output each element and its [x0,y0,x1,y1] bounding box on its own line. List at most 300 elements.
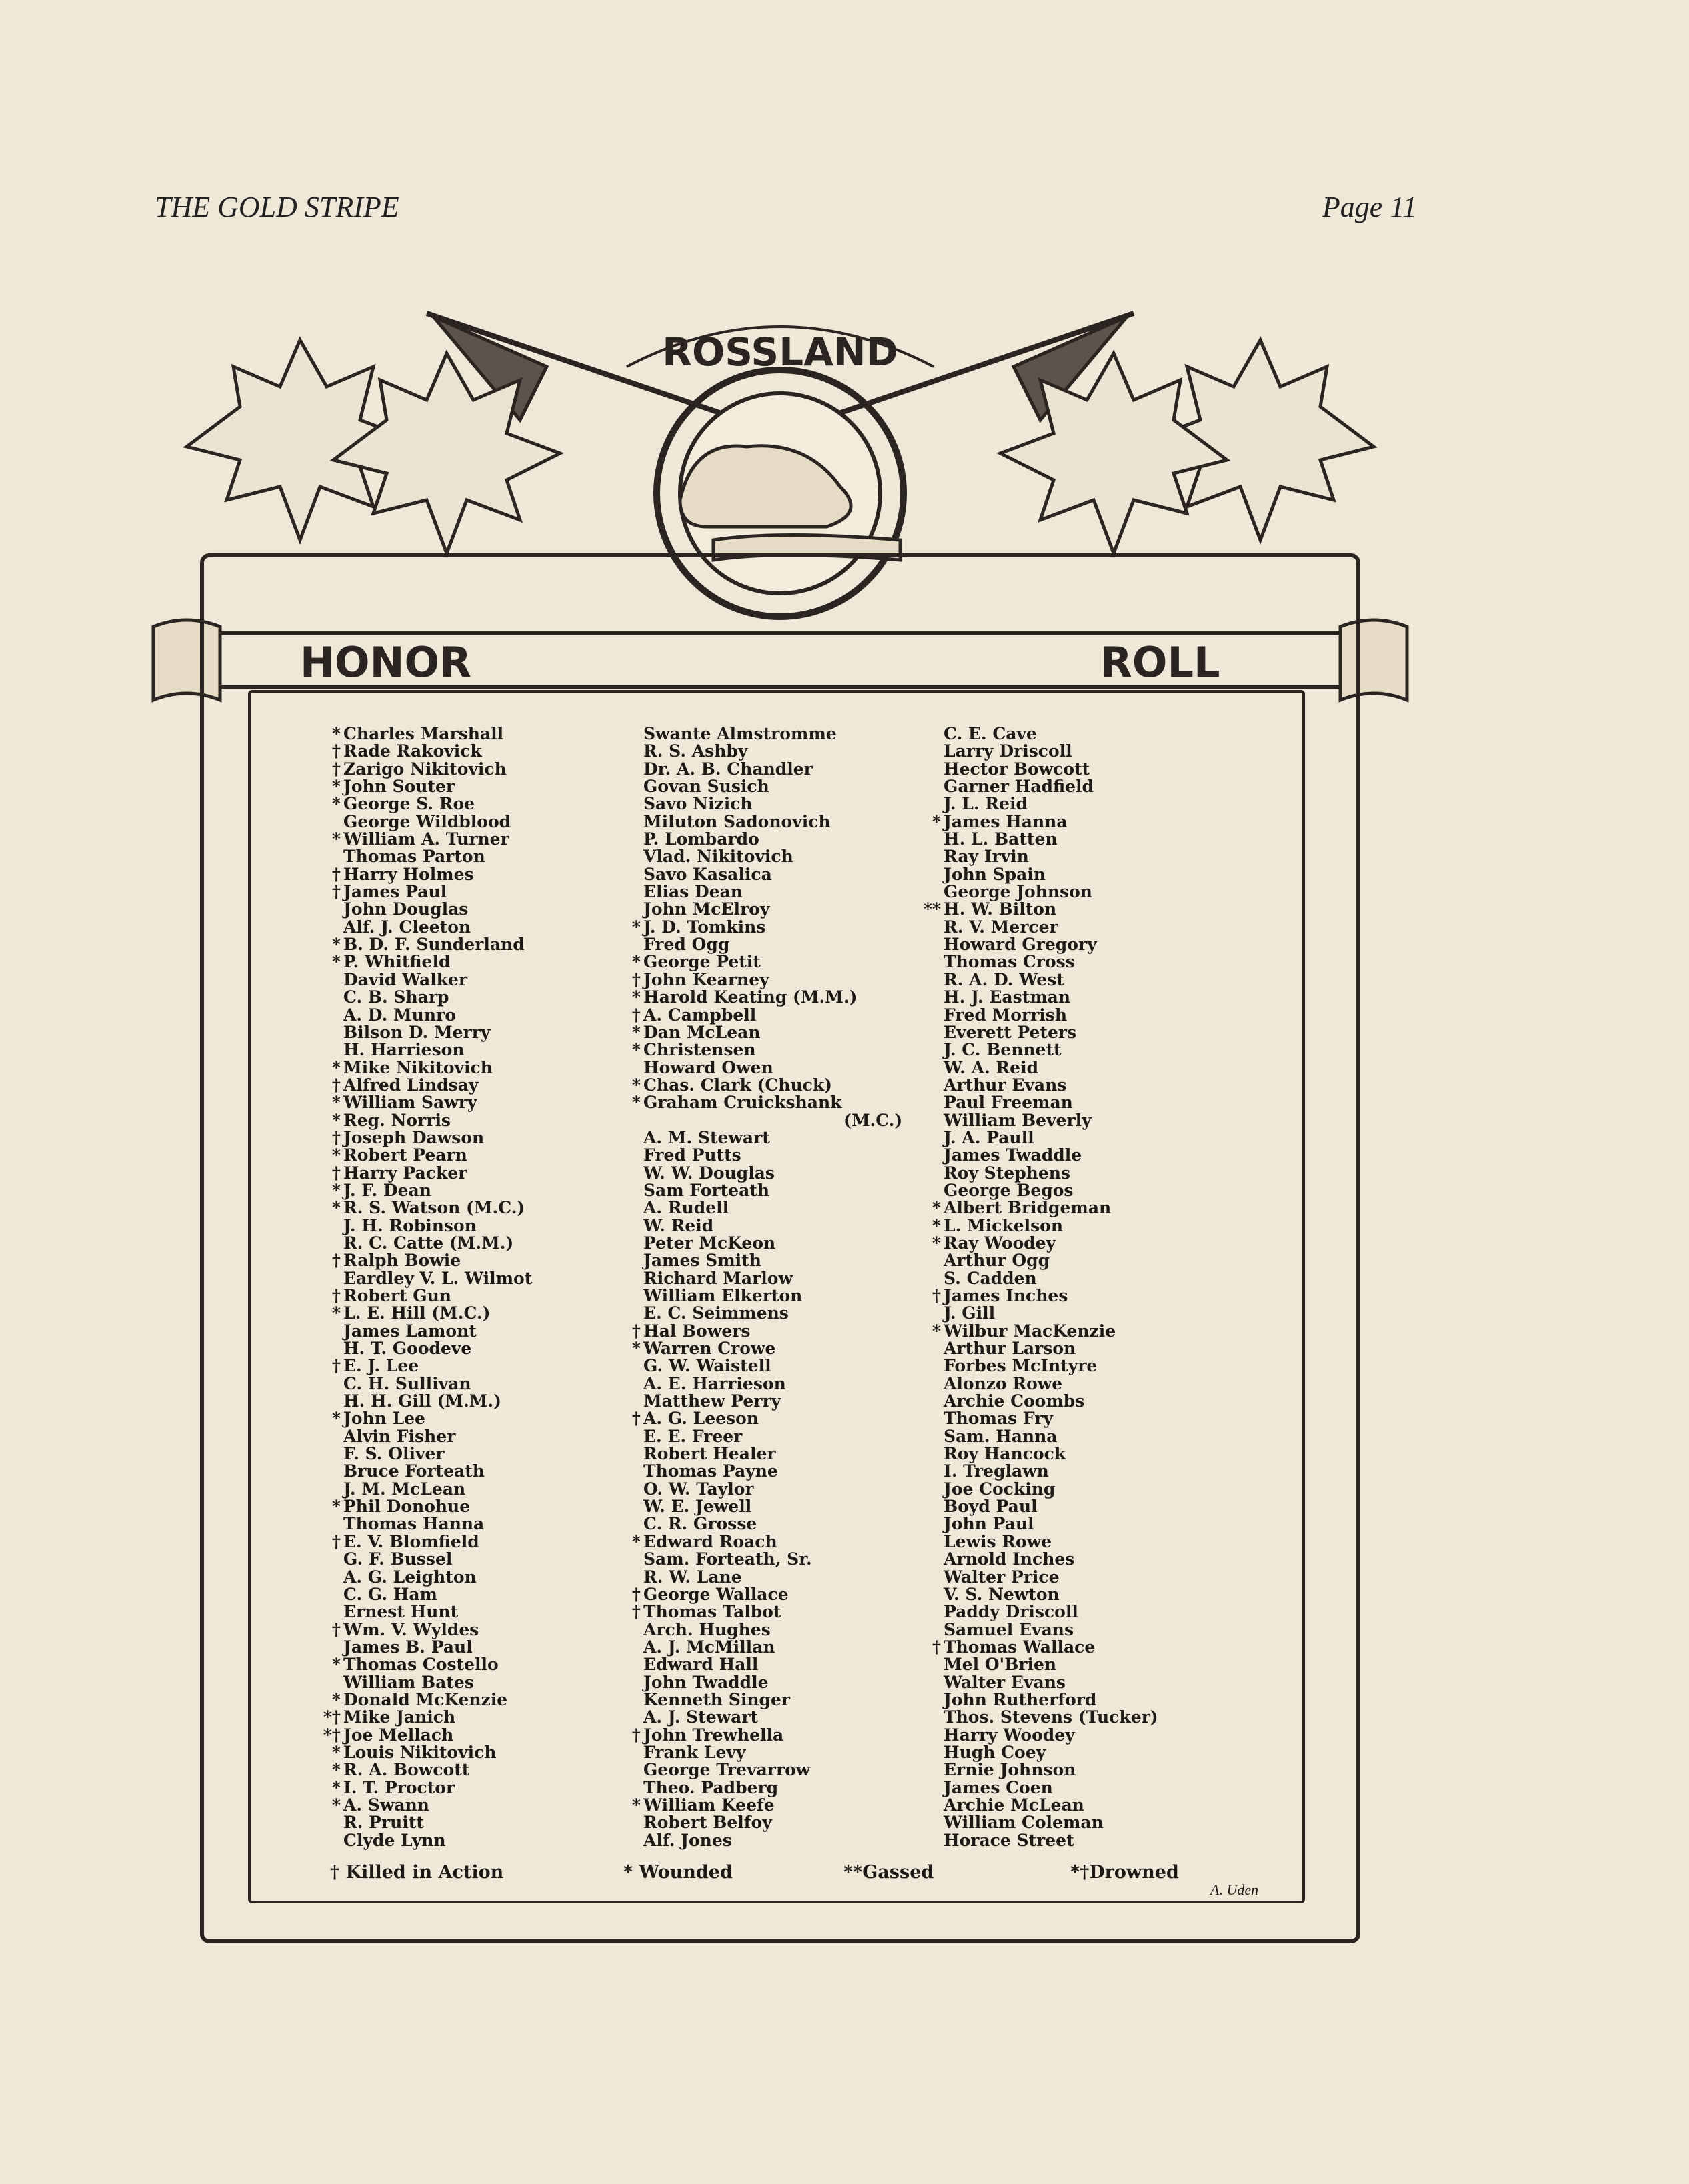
roll-entry [331,794,532,814]
soldier-name: Arthur Ogg [944,1251,1050,1271]
roll-entry [643,1357,902,1375]
soldier-name: John Paul [944,1514,1034,1534]
roll-entry [331,1145,532,1165]
soldier-name: E. V. Blomfield [343,1531,479,1551]
soldier-name: Christensen [643,1040,756,1060]
status-marker: * [331,1110,341,1130]
status-marker: * [331,1303,341,1323]
roll-entry [631,1075,902,1095]
roll-entry [331,1163,532,1183]
roll-entry [643,1270,902,1287]
status-marker: * [932,1215,941,1235]
roll-entry [643,1199,902,1217]
roll-entry [944,1270,1158,1287]
roll-entry [944,1709,1158,1726]
status-marker: * [331,794,341,814]
roll-entry [343,1235,532,1252]
soldier-name: Wilbur MacKenzie [944,1321,1116,1341]
soldier-name: Fred Morrish [944,1005,1068,1025]
status-marker: * [631,1339,641,1359]
status-marker: * [331,1145,341,1165]
status-marker: * [331,935,341,955]
soldier-name: Thomas Costello [343,1655,499,1675]
roll-entry [944,1797,1158,1814]
soldier-name: I. Treglawn [944,1461,1049,1481]
roll-entry [331,1110,532,1130]
roll-entry [944,1779,1158,1797]
roll-entry [643,1235,902,1252]
roll-entry [643,1129,902,1147]
roll-entry [944,1041,1158,1059]
roll-entry [944,1445,1158,1463]
soldier-name: Mel O'Brien [944,1655,1057,1675]
soldier-name: George Begos [944,1180,1074,1200]
soldier-name: William Bates [343,1672,474,1692]
roll-entry [331,1409,532,1429]
roll-entry [343,1463,532,1480]
soldier-name: F. S. Oliver [343,1444,445,1464]
soldier-name: John Kearney [643,969,769,989]
soldier-name: Arnold Inches [944,1549,1075,1569]
roll-entry [631,1584,902,1604]
roll-entry [944,989,1158,1006]
soldier-name: Richard Marlow [643,1268,793,1288]
soldier-name: Robert Healer [643,1444,776,1464]
soldier-name: Archie Coombs [944,1391,1085,1411]
soldier-name: J. A. Paull [944,1127,1034,1147]
soldier-name: Charles Marshall [343,724,504,743]
soldier-name: Phil Donohue [343,1497,471,1517]
roll-entry [944,953,1158,971]
soldier-name: Harry Woodey [944,1725,1075,1745]
roll-entry [331,1180,532,1200]
roll-entry [643,1375,902,1393]
soldier-name: George Wallace [643,1584,789,1604]
roll-entry [643,1463,902,1480]
roll-entry [944,1569,1158,1586]
legend-gassed: **Gassed [843,1862,934,1883]
soldier-name: Kenneth Singer [643,1689,791,1709]
roll-entry [331,1742,532,1762]
status-marker: *† [323,1725,341,1745]
soldier-name: Roy Stephens [944,1163,1071,1183]
soldier-name: Thomas Parton [343,847,485,867]
roll-entry [923,899,1158,919]
roll-entry [331,952,532,972]
soldier-name: Joe Mellach [343,1725,454,1745]
status-marker: † [331,1163,341,1183]
roll-entry [343,1639,532,1656]
status-marker: * [331,1057,341,1077]
roll-entry [944,743,1158,760]
roll-entry [944,1410,1158,1427]
soldier-name: Hal Bowers [643,1321,751,1341]
soldier-name: V. S. Newton [944,1584,1060,1604]
roll-entry [331,882,532,902]
roll-entry [944,1393,1158,1410]
soldier-name: Ernie Johnson [944,1760,1076,1780]
soldier-name: William A. Turner [343,829,509,849]
soldier-name: W. Reid [643,1215,714,1235]
roll-entry [323,1725,532,1745]
soldier-name: John Rutherford [944,1689,1097,1709]
roll-entry [944,1551,1158,1568]
status-marker: * [331,952,341,972]
roll-entry [944,1621,1158,1639]
roll-entry [944,919,1158,936]
roll-entry [643,1498,902,1515]
soldier-name: R. A. Bowcott [343,1760,470,1780]
status-marker: * [631,1075,641,1095]
soldier-name: Ralph Bowie [343,1251,461,1271]
soldier-name: J. H. Robinson [343,1215,477,1235]
soldier-name: A. J. Stewart [643,1707,759,1727]
roll-entry [343,1481,532,1498]
status-marker: * [331,829,341,849]
status-marker: † [631,1584,641,1604]
roll-entry [944,1024,1158,1041]
soldier-name: Lewis Rowe [944,1531,1052,1551]
roll-entry [643,1287,902,1305]
soldier-name: R. S. Ashby [643,741,748,761]
status-marker: † [631,1602,641,1622]
soldier-name: C. G. Ham [343,1584,438,1604]
roll-entry [643,1814,902,1831]
soldier-name: Alf. Jones [643,1830,732,1850]
roll-entry [643,761,902,778]
soldier-name: Graham Cruickshank [643,1093,842,1113]
roll-entry [944,1182,1158,1199]
roll-entry [331,829,532,849]
status-marker: * [631,1093,641,1113]
roll-entry [643,883,902,901]
soldier-name: Savo Kasalica [643,864,772,884]
roll-entry [944,1007,1158,1024]
roll-entry [643,831,902,848]
soldier-name: Larry Driscoll [944,741,1072,761]
status-marker: * [631,917,641,937]
roll-entry [331,1127,532,1147]
soldier-name: James Hanna [944,811,1068,831]
roll-entry [944,866,1158,883]
roll-entry [944,848,1158,865]
roll-entry [944,1147,1158,1164]
soldier-name: Peter McKeon [643,1233,776,1253]
roll-entry [944,761,1158,778]
roll-entry [343,1041,532,1059]
roll-entry [343,813,532,831]
status-marker: † [331,1127,341,1147]
soldier-name: R. S. Watson (M.C.) [343,1198,525,1218]
roll-entry [932,1321,1158,1341]
soldier-name: Rade Rakovick [343,741,482,761]
roll-entry [643,1709,902,1726]
soldier-name: James Twaddle [944,1145,1082,1165]
roll-entry [944,1656,1158,1673]
soldier-name: Arthur Evans [944,1075,1067,1095]
roll-entry [331,1303,532,1323]
soldier-name: Robert Pearn [343,1145,467,1165]
soldier-name: Robert Belfoy [643,1813,772,1833]
soldier-name: Harry Holmes [343,864,474,884]
roll-entry [944,795,1158,813]
status-marker: † [331,864,341,884]
soldier-name: Sam Forteath [643,1180,770,1200]
roll-entry [331,1777,532,1797]
soldier-name: James Inches [944,1286,1068,1305]
roll-entry [643,743,902,760]
soldier-name: H. T. Goodeve [343,1339,472,1359]
roll-entry [932,1286,1158,1305]
roll-entry [944,1603,1158,1621]
status-marker: * [932,1198,941,1218]
roll-entry [331,1497,532,1517]
soldier-name: G. W. Waistell [643,1356,771,1376]
soldier-name: A. Rudell [643,1198,729,1218]
legend-drowned: *†Drowned [1070,1862,1179,1883]
roll-entry [331,1251,532,1271]
soldier-name: C. R. Grosse [643,1514,757,1534]
roll-entry [932,1233,1158,1253]
roll-entry [643,901,902,918]
soldier-name: J. F. Dean [343,1180,431,1200]
soldier-name: Howard Gregory [944,935,1097,955]
roll-entry [631,1725,902,1745]
roll-entry [643,1691,902,1709]
roll-entry [944,1340,1158,1357]
status-marker: * [331,1198,341,1218]
soldier-name: E. E. Freer [643,1426,743,1446]
soldier-name: A. G. Leeson [643,1409,759,1429]
roll-entry [343,1217,532,1235]
status-marker: * [932,811,941,831]
status-marker: * [331,1777,341,1797]
status-marker: * [331,1497,341,1517]
banner-roll: ROLL [1100,638,1220,687]
roll-entry [343,1323,532,1340]
roll-entry [343,1375,532,1393]
roll-entry [643,778,902,795]
soldier-name: Walter Evans [944,1672,1066,1692]
roll-entry [643,1182,902,1199]
roll-entry [944,1515,1158,1533]
roll-entry [944,831,1158,848]
soldier-name: Warren Crowe [643,1339,776,1359]
roll-entry [932,1215,1158,1235]
soldier-name: J. D. Tomkins [643,917,766,937]
soldier-name: Sam. Hanna [944,1426,1058,1446]
roll-entry [944,1832,1158,1849]
roll-entry [343,1024,532,1041]
roll-entry [944,1077,1158,1094]
roll-entry [944,1761,1158,1779]
names-column-2 [631,724,903,1850]
roll-entry [343,1340,532,1357]
roll-entry [343,971,532,989]
roll-entry [331,1286,532,1305]
roll-entry [331,1795,532,1815]
roll-entry [944,778,1158,795]
soldier-name: Walter Price [944,1567,1060,1587]
roll-entry [643,795,902,813]
roll-entry [343,1551,532,1568]
soldier-name: J. C. Bennett [944,1040,1062,1060]
soldier-name: Reg. Norris [343,1110,451,1130]
roll-entry [331,759,532,779]
status-marker: † [631,1409,641,1429]
soldier-name: Swante Almstromme [643,724,837,743]
status-marker: † [631,1005,641,1025]
soldier-name: Dan McLean [643,1022,761,1042]
roll-entry [643,1165,902,1182]
roll-entry [643,1112,902,1129]
soldier-name: Thomas Wallace [944,1637,1096,1657]
roll-entry [944,1305,1158,1322]
soldier-name: Dr. A. B. Chandler [643,759,813,779]
status-marker: † [631,969,641,989]
soldier-name: Boyd Paul [944,1497,1038,1517]
soldier-name: John Souter [343,777,455,797]
roll-entry [343,1832,532,1849]
soldier-name: Harry Packer [343,1163,467,1183]
soldier-name: Louis Nikitovich [343,1742,497,1762]
roll-entry [343,1393,532,1410]
soldier-name: Joe Cocking [944,1479,1056,1499]
roll-entry [643,1393,902,1410]
soldier-name: J. Gill [944,1303,996,1323]
status-marker: † [331,1356,341,1376]
status-marker: † [331,882,341,902]
soldier-name: John Twaddle [643,1672,769,1692]
soldier-name: Edward Hall [643,1655,759,1675]
roll-entry [631,1321,902,1341]
roll-entry [343,1270,532,1287]
soldier-name: Bruce Forteath [343,1461,485,1481]
roll-entry [643,1656,902,1673]
soldier-name: A. M. Stewart [643,1127,770,1147]
soldier-name: Thomas Fry [944,1409,1053,1429]
roll-entry [944,1375,1158,1393]
soldier-name: Alonzo Rowe [944,1373,1063,1393]
roll-entry [331,1655,532,1675]
soldier-name: Thos. Stevens (Tucker) [944,1707,1158,1727]
status-marker: † [331,741,341,761]
soldier-name: George Wildblood [343,811,511,831]
roll-entry [944,1252,1158,1269]
status-marker: † [631,1321,641,1341]
roll-entry [343,1445,532,1463]
roll-entry [944,1727,1158,1744]
soldier-name: Arch. Hughes [643,1619,771,1639]
soldier-name: A. J. McMillan [643,1637,775,1657]
roll-entry [944,971,1158,989]
status-marker: * [331,1760,341,1780]
soldier-name: A. E. Harrieson [643,1373,786,1393]
status-marker: * [331,777,341,797]
roll-entry [944,883,1158,901]
roll-entry [643,1445,902,1463]
soldier-name: Savo Nizich [643,794,753,814]
roll-entry [331,1093,532,1113]
roll-entry [944,725,1158,743]
soldier-name: Vlad. Nikitovich [643,847,793,867]
status-marker: * [631,1531,641,1551]
status-marker: † [331,1251,341,1271]
soldier-name: Govan Susich [643,777,769,797]
soldier-name: R. Pruitt [343,1813,424,1833]
roll-entry [932,1637,1158,1657]
soldier-name: Alvin Fisher [343,1426,456,1446]
roll-entry [932,811,1158,831]
roll-entry [643,1621,902,1639]
roll-entry [331,1356,532,1376]
soldier-name: Robert Gun [343,1286,451,1305]
soldier-name: William Elkerton [643,1286,803,1305]
roll-entry [643,813,902,831]
soldier-name: Paul Freeman [944,1093,1073,1113]
soldier-name: Mike Janich [343,1707,456,1727]
soldier-name: J. M. McLean [343,1479,466,1499]
roll-entry [331,777,532,797]
soldier-name: C. B. Sharp [343,987,449,1007]
roll-entry [932,1198,1158,1218]
soldier-name: Thomas Hanna [343,1514,485,1534]
soldier-name: Alf. J. Cleeton [343,917,471,937]
status-marker: * [631,1040,641,1060]
roll-entry [643,1217,902,1235]
roll-entry [643,1481,902,1498]
soldier-name: G. F. Bussel [343,1549,453,1569]
roll-entry [331,864,532,884]
soldier-name: A. D. Munro [343,1005,456,1025]
roll-entry [343,1428,532,1445]
soldier-name: R. A. D. West [944,969,1064,989]
roll-entry [631,1022,902,1042]
soldier-name: Ernest Hunt [343,1602,459,1622]
soldier-name: John Douglas [343,899,469,919]
soldier-name: Zarigo Nikitovich [343,759,507,779]
roll-entry [343,919,532,936]
roll-entry [643,1569,902,1586]
soldier-name: J. L. Reid [944,794,1028,814]
roll-entry [331,1198,532,1218]
roll-entry [331,1760,532,1780]
soldier-name: William Sawry [343,1093,477,1113]
status-marker: * [331,1180,341,1200]
roll-entry [343,901,532,918]
soldier-name: George Petit [643,952,761,972]
artist-signature: A. Uden [1210,1881,1259,1898]
soldier-name: Matthew Perry [643,1391,781,1411]
soldier-name: Everett Peters [944,1022,1077,1042]
soldier-name: Sam. Forteath, Sr. [643,1549,812,1569]
soldier-name: E. J. Lee [343,1356,419,1376]
roll-entry [331,1531,532,1551]
roll-entry [643,1639,902,1656]
names-column-3 [923,724,1158,1850]
soldier-name: James Coen [944,1777,1053,1797]
roll-entry [643,1147,902,1164]
roll-entry [343,1515,532,1533]
roll-entry [944,1498,1158,1515]
soldier-name: John Lee [343,1409,425,1429]
status-marker: † [331,759,341,779]
legend-killed: † Killed in Action [330,1862,504,1883]
roll-entry [631,1093,902,1113]
roll-entry [631,987,902,1007]
soldier-name: B. D. F. Sunderland [343,935,525,955]
soldier-name: James Smith [643,1251,761,1271]
